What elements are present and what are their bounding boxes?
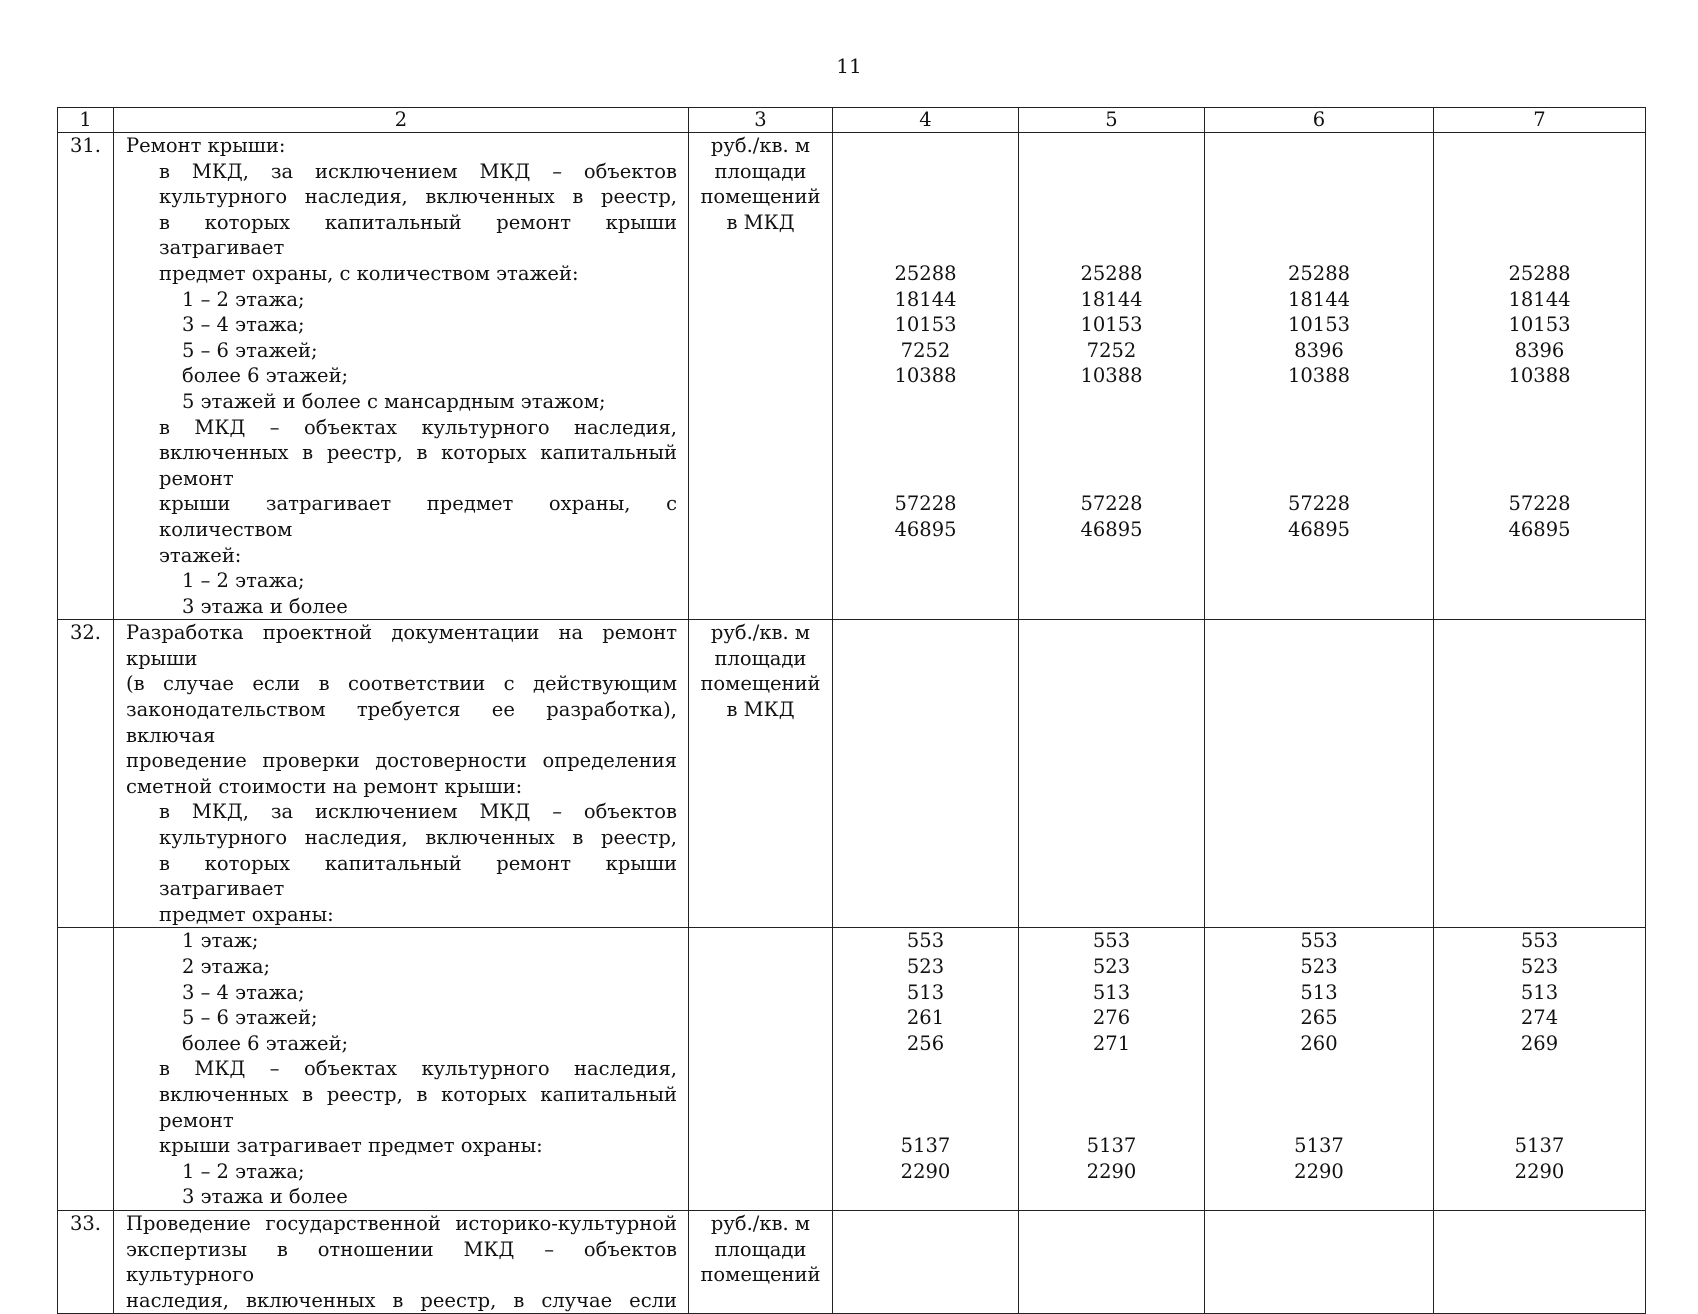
value-cell-col7 [1434,133,1646,620]
description-line: 3 этажа и более [182,1185,348,1209]
value: 5137 [1514,1134,1565,1158]
value: 10388 [894,364,957,388]
value: 269 [1520,1031,1559,1055]
value: 18144 [1508,287,1571,311]
empty-line [1019,440,1204,466]
empty-line [833,825,1018,851]
empty-line [833,1262,1018,1288]
empty-line [1205,697,1433,723]
empty-line [1205,723,1433,749]
header-cell: 5 [1019,108,1205,133]
row-description [114,1210,689,1313]
empty-line [833,440,1018,466]
value: 10153 [894,313,957,337]
value: 8396 [1294,338,1344,362]
description-line: 5 – 6 этажей; [182,338,318,362]
empty-line [1434,620,1645,646]
value: 523 [1300,955,1338,978]
description-line: 1 – 2 этажа; [182,287,305,311]
value: 10388 [1508,364,1571,388]
value: 10388 [1287,364,1351,388]
description-line: крыши затрагивает предмет охраны: [159,1134,543,1158]
empty-line [1019,1237,1204,1263]
unit-cell [689,133,833,620]
table-header-row [58,108,1646,133]
value: 10153 [1508,313,1571,337]
value-cell-col5 [1019,620,1205,928]
empty-line [1019,697,1204,723]
table-row [58,620,1646,928]
empty-line [1019,1262,1204,1288]
empty-line [833,389,1018,415]
empty-line [1205,389,1433,415]
empty-line [833,799,1018,825]
value: 46895 [1080,517,1143,541]
empty-line [1434,697,1645,723]
empty-line [1019,825,1204,851]
description-line: наследия, включенных в реестр, в случае если [126,1288,677,1312]
empty-line [1019,1082,1204,1108]
description-line: культурного наследия, включенных в реестр, [159,826,677,850]
empty-line [1434,440,1645,466]
value: 553 [1300,929,1338,953]
value: 57228 [1080,492,1143,516]
empty-line [833,1082,1018,1108]
description-line: Проведение государственной историко-культурной [126,1211,677,1235]
empty-line [1019,671,1204,697]
page-number: 11 [836,54,862,78]
empty-line [1205,210,1433,236]
empty-line [1205,466,1433,492]
table-body [58,108,1646,1314]
empty-line [1019,620,1204,646]
value: 513 [1300,980,1338,1004]
description-line: 1 – 2 этажа; [182,569,305,593]
value-cell-col6 [1205,1210,1434,1313]
empty-line [1205,1211,1433,1237]
description-line: крыши затрагивает предмет охраны, с количеством [159,492,677,541]
empty-line [1434,748,1645,774]
empty-line [1434,1237,1645,1263]
empty-line [1434,799,1645,825]
empty-line [1205,159,1433,185]
unit-line: площади [714,1237,807,1261]
empty-line [1205,415,1433,441]
description-line: предмет охраны: [159,902,334,926]
description-line: этажей: [159,543,242,567]
value-cell-col5 [1019,133,1205,620]
empty-line [1019,159,1204,185]
value-cell-col4 [833,620,1019,928]
value-cell-col4 [833,133,1019,620]
value: 18144 [1080,287,1143,311]
row-number: 33. [58,1210,114,1313]
description-line: предмет охраны, с количеством этажей: [159,261,579,285]
value-cell-col6 [1205,133,1434,620]
value: 276 [1092,1006,1131,1030]
empty-line [1205,620,1433,646]
empty-line [833,723,1018,749]
value: 553 [1520,929,1559,953]
value: 25288 [1080,261,1143,285]
value-cell-col6 [1205,620,1434,928]
value-cell-col7 [1434,620,1646,928]
row-description [114,620,689,928]
empty-line [1434,466,1645,492]
empty-line [833,466,1018,492]
row-description [114,133,689,620]
description-line: 1 – 2 этажа; [182,1159,305,1183]
description-line: 5 – 6 этажей; [182,1006,318,1030]
unit-cell [689,620,833,928]
unit-line: руб./кв. м [710,621,811,645]
empty-line [1205,799,1433,825]
header-cell: 2 [114,108,689,133]
value: 7252 [900,338,951,362]
row-number [58,928,114,1211]
empty-line [833,697,1018,723]
empty-line [1434,210,1645,236]
value: 2290 [1086,1159,1137,1183]
table-row [58,928,1646,1211]
empty-line [1205,774,1433,800]
row-number: 32. [58,620,114,928]
value-cell-col5 [1019,928,1205,1211]
value: 10153 [1287,313,1351,337]
description-line: культурного наследия, включенных в реестр, [159,185,677,209]
value: 7252 [1086,338,1137,362]
empty-line [833,1237,1018,1263]
description-line: законодательством требуется ее разработка), включая [126,698,677,747]
value: 25288 [1508,261,1571,285]
value: 2290 [1294,1159,1344,1183]
description-line: сметной стоимости на ремонт крыши: [126,774,523,798]
value: 2290 [1514,1159,1565,1183]
unit-line: в МКД [726,698,795,722]
unit-line: площади [714,159,807,183]
empty-line [833,1056,1018,1082]
description-line: в МКД, за исключением МКД – объектов [159,159,677,183]
value: 260 [1300,1031,1338,1055]
empty-line [1205,1056,1433,1082]
description-line: Разработка проектной документации на ремонт крыши [126,621,677,670]
empty-line [1434,646,1645,672]
empty-line [833,748,1018,774]
empty-line [833,671,1018,697]
value-cell-col5 [1019,1210,1205,1313]
empty-line [833,235,1018,261]
value: 57228 [1508,492,1571,516]
empty-line [1019,466,1204,492]
empty-line [833,646,1018,672]
value: 261 [906,1006,945,1030]
header-cell: 6 [1205,108,1434,133]
value: 523 [1092,955,1131,978]
description-line: (в случае если в соответствии с действующим [126,672,677,696]
header-cell: 1 [58,108,114,133]
value: 8396 [1514,338,1565,362]
table-row [58,133,1646,620]
empty-line [1434,235,1645,261]
unit-cell [689,928,833,1211]
value-cell-col4 [833,1210,1019,1313]
empty-line [1205,1108,1433,1134]
value: 553 [1092,929,1131,953]
empty-line [1205,748,1433,774]
empty-line [833,1211,1018,1237]
unit-line: помещений [700,185,821,209]
value: 57228 [1287,492,1351,516]
description-line: 3 этажа и более [182,594,348,618]
value-cell-col4 [833,928,1019,1211]
description-line: включенных в реестр, в которых капитальный ремонт [159,441,677,490]
empty-line [1205,235,1433,261]
table-row [58,1210,1646,1313]
description-line: Ремонт крыши: [126,134,286,157]
empty-line [1205,440,1433,466]
value-cell-col7 [1434,1210,1646,1313]
unit-line: помещений [700,672,821,696]
value: 5137 [1294,1134,1344,1158]
value: 5137 [900,1134,951,1158]
row-description [114,928,689,1211]
value: 10388 [1080,364,1143,388]
empty-line [1019,210,1204,236]
value: 18144 [894,287,957,311]
empty-line [833,184,1018,210]
description-line: 3 – 4 этажа; [182,313,305,337]
value: 25288 [1287,261,1351,285]
value: 553 [906,929,945,953]
empty-line [1434,389,1645,415]
value-cell-col6 [1205,928,1434,1211]
description-line: экспертизы в отношении МКД – объектов культурного [126,1237,677,1287]
value: 513 [906,980,945,1004]
value: 256 [906,1031,945,1055]
empty-line [1019,235,1204,261]
empty-line [1019,1108,1204,1134]
empty-line [1434,1108,1645,1134]
value: 46895 [894,517,957,541]
empty-line [1019,184,1204,210]
empty-line [1434,159,1645,185]
empty-line [1205,671,1433,697]
value: 523 [906,955,945,978]
empty-line [1434,1056,1645,1082]
empty-line [1434,184,1645,210]
empty-line [833,210,1018,236]
description-line: 3 – 4 этажа; [182,980,305,1004]
empty-line [1205,133,1433,159]
empty-line [1434,133,1645,159]
empty-line [833,774,1018,800]
value: 46895 [1508,517,1571,541]
empty-line [833,620,1018,646]
empty-line [1434,671,1645,697]
value: 25288 [894,261,957,285]
empty-line [1205,1262,1433,1288]
empty-line [1205,646,1433,672]
value: 274 [1520,1006,1559,1030]
description-line: в которых капитальный ремонт крыши затрагивает [159,210,677,260]
empty-line [833,133,1018,159]
value: 271 [1092,1031,1131,1055]
description-line: в МКД – объектах культурного наследия, [159,415,677,439]
unit-line: руб./кв. м [710,134,811,157]
empty-line [833,1108,1018,1134]
description-line: 2 этажа; [182,955,271,978]
description-line: более 6 этажей; [182,364,349,388]
empty-line [1019,774,1204,800]
empty-line [1019,415,1204,441]
description-line: в МКД, за исключением МКД – объектов [159,800,677,824]
empty-line [1205,825,1433,851]
description-line: более 6 этажей; [182,1031,349,1055]
empty-line [1019,723,1204,749]
value: 523 [1520,955,1559,978]
header-cell: 7 [1434,108,1646,133]
empty-line [1019,799,1204,825]
description-line: 5 этажей и более с мансардным этажом; [182,389,606,413]
unit-line: в МКД [726,210,795,234]
description-line: проведение проверки достоверности определения [126,749,677,773]
empty-line [833,415,1018,441]
value: 2290 [900,1159,951,1183]
empty-line [1205,1237,1433,1263]
description-line: 1 этаж; [182,929,259,953]
unit-line: помещений [700,1263,821,1287]
value: 18144 [1287,287,1351,311]
empty-line [1019,1056,1204,1082]
row-number: 31. [58,133,114,620]
description-line: в которых капитальный ремонт крыши затрагивает [159,851,677,901]
empty-line [833,159,1018,185]
empty-line [1434,415,1645,441]
value: 57228 [894,492,957,516]
empty-line [1434,723,1645,749]
value: 513 [1520,980,1559,1004]
header-cell: 3 [689,108,833,133]
value: 5137 [1086,1134,1137,1158]
cost-table [57,107,1646,1314]
empty-line [1434,774,1645,800]
description-line: включенных в реестр, в которых капитальный ремонт [159,1082,677,1132]
unit-line: руб./кв. м [710,1211,811,1235]
empty-line [1019,748,1204,774]
empty-line [1019,133,1204,159]
empty-line [1019,646,1204,672]
unit-line: площади [714,646,807,670]
value: 46895 [1287,517,1351,541]
empty-line [1434,1211,1645,1237]
empty-line [1019,1211,1204,1237]
description-line: в МКД – объектах культурного наследия, [159,1057,677,1081]
header-cell: 4 [833,108,1019,133]
value: 513 [1092,980,1131,1004]
value-cell-col7 [1434,928,1646,1211]
empty-line [1434,1082,1645,1108]
empty-line [1434,1262,1645,1288]
unit-cell [689,1210,833,1313]
empty-line [1205,184,1433,210]
empty-line [1205,1082,1433,1108]
empty-line [1019,389,1204,415]
empty-line [1434,825,1645,851]
value: 265 [1300,1006,1338,1030]
value: 10153 [1080,313,1143,337]
